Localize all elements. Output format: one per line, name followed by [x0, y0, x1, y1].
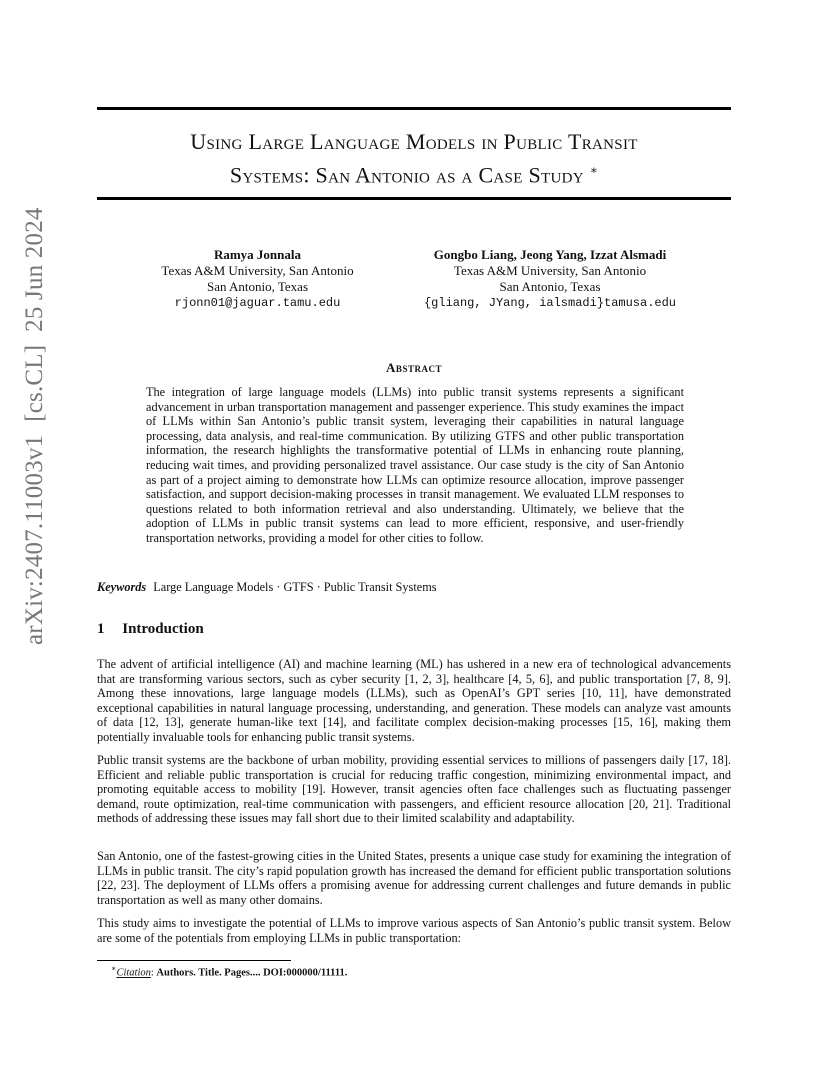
- author-name: Gongbo Liang, Jeong Yang, Izzat Alsmadi: [433, 247, 667, 262]
- author-affiliation: Texas A&M University, San Antonio: [453, 263, 647, 278]
- keywords-line: [97, 580, 437, 595]
- author-location: San Antonio, Texas: [499, 279, 601, 294]
- title-line-2: [97, 156, 731, 189]
- section-number: 1: [97, 621, 105, 637]
- title-footnote-marker: ∗: [589, 163, 599, 177]
- footnote: ∗Citation: Authors. Title. Pages.... DOI:000000/11111.: [111, 964, 348, 979]
- keywords-label: Keywords: [97, 580, 147, 594]
- body-paragraph: This study aims to investigate the potential of LLMs to improve various aspects of San Antonio’s public transit system. Below are some of the potentials from employing LLMs in public transportation:: [97, 916, 731, 945]
- body-paragraph: The advent of artificial intelligence (AI) and machine learning (ML) has ushered in a new era of technological advancements that are transforming various sectors, such as cyber security [1, 2, 3], healthcare [4, 5, 6], and public transportation [7, 8, 9]. Among these innovations, large language models (LLMs), such as OpenAI’s GPT series [10, 11], have demonstrated exceptional capabilities in natural language processing, understanding, and generation. These models can analyze vast amounts of data [12, 13], generate human-like text [14], and facilitate complex decision-making processes [15, 16], making them potentially invaluable tools for enhancing public transit systems.: [97, 657, 731, 744]
- arxiv-identifier: arXiv:2407.11003v1 [cs.CL] 25 Jun 2024: [21, 207, 48, 645]
- author-block-1: [150, 247, 365, 311]
- body-paragraph: Public transit systems are the backbone of urban mobility, providing essential services to millions of passengers daily [17, 18]. Efficient and reliable public transportation is crucial for reducing traffic congestion, minimizing environmental impact, and promoting equitable access to mobility [19]. However, transit agencies often face challenges such as fluctuating passenger demand, route optimization, real-time communication with passengers, and efficient resource allocation [20, 21]. Traditional methods of addressing these issues may fall short due to their limited scalability and adaptability.: [97, 753, 731, 826]
- author-block-2: [405, 247, 695, 311]
- author-name: Ramya Jonnala: [213, 247, 302, 262]
- paper-title: [97, 128, 731, 189]
- author-location: San Antonio, Texas: [206, 279, 309, 294]
- footnote-text: Authors. Title. Pages.... DOI:000000/11111.: [156, 967, 348, 979]
- footnote-marker: ∗: [111, 964, 117, 973]
- title-line-1: Using Large Language Models in Public Transit: [190, 129, 638, 154]
- author-affiliation: Texas A&M University, San Antonio: [161, 263, 354, 278]
- citation-link[interactable]: Citation: [116, 967, 151, 979]
- body-paragraph: San Antonio, one of the fastest-growing cities in the United States, presents a unique case study for examining the integration of LLMs in public transit. The city’s rapid population growth has increased the demand for efficient public transportation solutions [22, 23]. The deployment of LLMs offers a promising avenue for addressing current challenges and future demands in public transportation as well as many other domains.: [97, 849, 731, 907]
- top-rule: [97, 107, 731, 110]
- bottom-rule: [97, 197, 731, 200]
- abstract-text: The integration of large language models (LLMs) into public transit systems represents a significant advancement in urban transportation management and passenger experience. This study examines the impact of LLMs within San Antonio’s public transit system, leveraging their capabilities in natural language processing, data analysis, and real-time communication. By utilizing GTFS and other public transportation information, the research highlights the transformative potential of LLMs in enhancing route planning, reducing wait times, and providing personalized travel assistance. Our case study is the city of San Antonio as part of a project aiming to demonstrate how LLMs can optimize resource allocation, improve passenger satisfaction, and support decision-making processes in transit management. We evaluated LLM responses to questions related to both information retrieval and also understanding. Ultimately, we believe that the adoption of LLMs in public transit systems can lead to more efficient, responsive, and user-friendly transportation networks, providing a model for other cities to follow.: [146, 385, 684, 545]
- footnote-rule: [97, 960, 291, 961]
- author-email: {gliang, JYang, ialsmadi}tamusa.edu: [423, 296, 677, 310]
- title-line-2-text: Systems: San Antonio as a Case Study: [229, 162, 584, 188]
- section-heading: [97, 621, 204, 638]
- author-email: rjonn01@jaguar.tamu.edu: [174, 296, 341, 310]
- abstract-heading: Abstract: [386, 360, 442, 375]
- section-title: Introduction: [122, 621, 204, 637]
- keywords-text: Large Language Models · GTFS · Public Transit Systems: [153, 580, 437, 594]
